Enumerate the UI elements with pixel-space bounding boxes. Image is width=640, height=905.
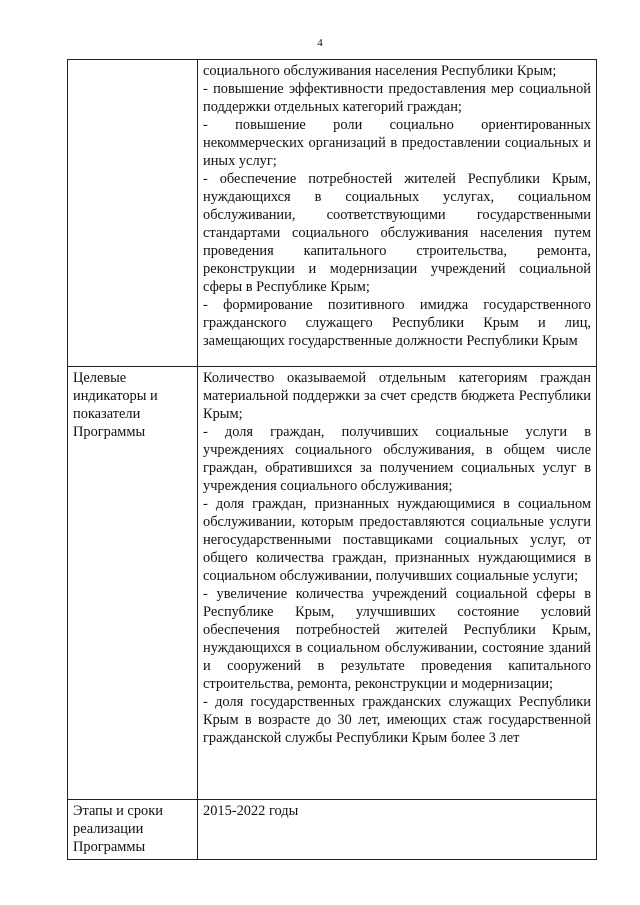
content-paragraph: - увеличение количества учреждений социальной сферы в Республике Крым, улучшивших состояние условий обеспечения потребностей жителей Республики Крым, нуждающихся в социальном обслуживании, состояние зданий и сооружений в результате проведения капитального строительства, ремонта, реконструкции и модернизации; [203, 586, 591, 692]
row-label: Целевые индикаторы и показатели Программы [73, 370, 158, 440]
row-label-cell [68, 367, 198, 800]
content-paragraph: социального обслуживания населения Республики Крым; [203, 63, 557, 79]
program-passport-table [67, 59, 597, 860]
content-paragraph: - повышение эффективности предоставления мер социальной поддержки отдельных категорий граждан; [203, 81, 591, 115]
row-content-cell [198, 800, 597, 860]
content-paragraph: - формирование позитивного имиджа государственного гражданского служащего Республики Крым и лиц, замещающих государственные должности Республики Крым [203, 297, 591, 349]
table-row [68, 800, 597, 860]
content-paragraph: 2015-2022 годы [203, 803, 299, 819]
table-row [68, 60, 597, 367]
content-paragraph: - обеспечение потребностей жителей Республики Крым, нуждающихся в социальных услугах, социальном обслуживании, соответствующими государственными стандартами социального обслуживания населения путем проведения капитального строительства, ремонта, реконструкции и модернизации учреждений социальной сферы в Республике Крым; [203, 171, 591, 295]
page-number: 4 [317, 37, 323, 49]
content-paragraph: - повышение роли социально ориентированных некоммерческих организаций в предоставлении социальных и иных услуг; [203, 117, 591, 169]
content-paragraph: Количество оказываемой отдельным категориям граждан материальной поддержки за счет средств бюджета Республики Крым; [203, 370, 591, 422]
content-paragraph: - доля государственных гражданских служащих Республики Крым в возрасте до 30 лет, имеющих стаж государственной гражданской службы Республики Крым более 3 лет [203, 694, 591, 746]
row-label-cell [68, 60, 198, 367]
table-row [68, 367, 597, 800]
row-content-cell [198, 60, 597, 367]
row-label: Этапы и сроки реализации Программы [73, 803, 163, 855]
content-paragraph: - доля граждан, получивших социальные услуги в учреждениях социального обслуживания, в общем числе граждан, обратившихся за получением социальных услуг в учреждения социального обслуживания; [203, 424, 591, 494]
content-paragraph: - доля граждан, признанных нуждающимися в социальном обслуживании, которым предоставляются социальные услуги негосударственными поставщиками социальных услуг, от общего количества граждан, признанных нуждающимися в социальном обслуживании, получивших социальные услуги; [203, 496, 591, 584]
row-content-cell [198, 367, 597, 800]
row-label-cell [68, 800, 198, 860]
